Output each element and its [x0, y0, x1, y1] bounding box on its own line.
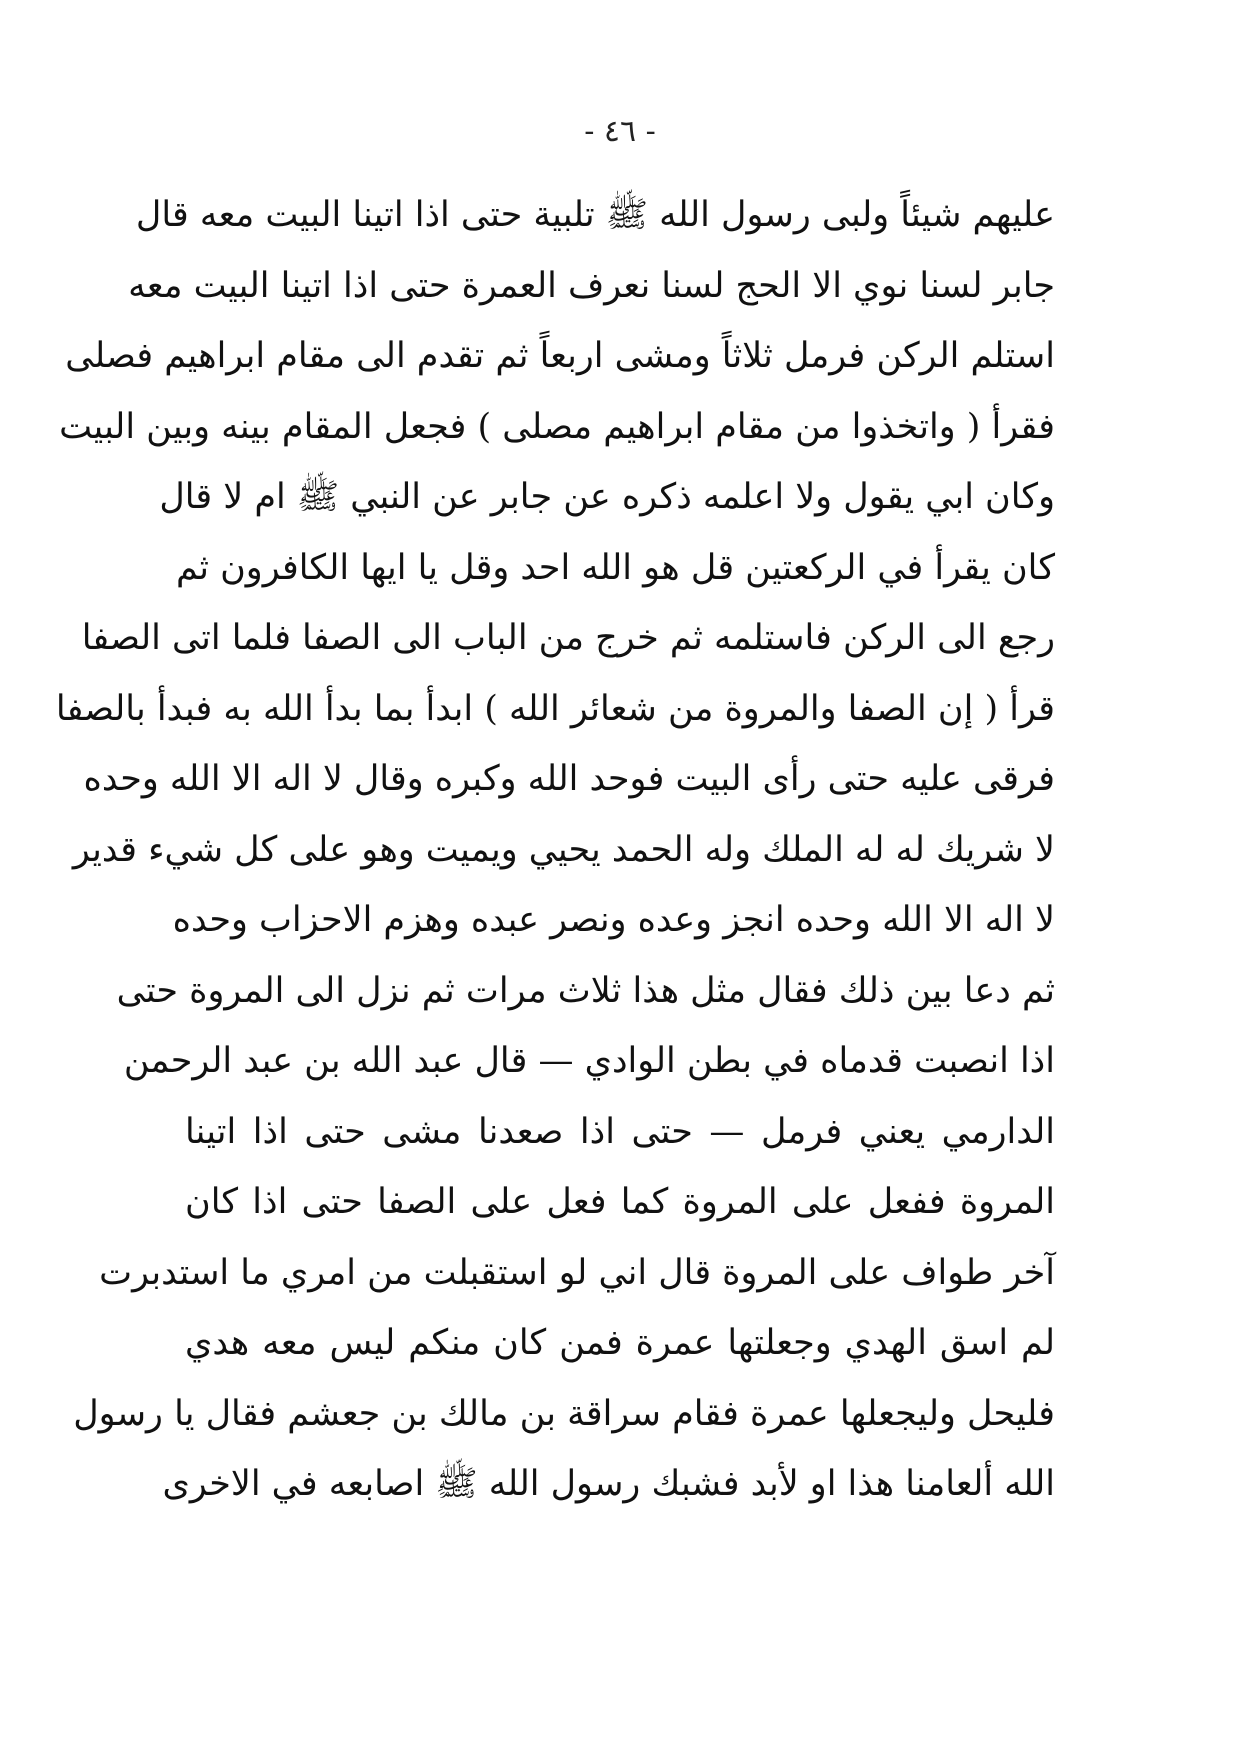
- text-body: [55, 180, 1055, 1520]
- text-line: عليهم شيئاً ولبى رسول الله ﷺ تلبية حتى اذا اتينا البيت معه قال: [135, 195, 1055, 235]
- text-line: لا شريك له له الملك وله الحمد يحيي ويميت وهو على كل شيء قدير: [72, 829, 1055, 870]
- text-line: لم اسق الهدي وجعلتها عمرة فمن كان منكم ليس معه هدي: [185, 1323, 1055, 1363]
- text-line: رجع الى الركن فاستلمه ثم خرج من الباب الى الصفا فلما اتى الصفا: [81, 618, 1055, 658]
- text-line: وكان ابي يقول ولا اعلمه ذكره عن جابر عن النبي ﷺ ام لا قال: [159, 477, 1055, 517]
- text-line: فرقى عليه حتى رأى البيت فوحد الله وكبره وقال لا اله الا الله وحده: [83, 759, 1055, 799]
- text-line: قرأ ( إن الصفا والمروة من شعائر الله ) ابدأ بما بدأ الله به فبدأ بالصفا: [55, 688, 1055, 729]
- page-number: - ٤٦ -: [584, 114, 656, 149]
- text-line: آخر طواف على المروة قال اني لو استقبلت من امري ما استدبرت: [99, 1252, 1055, 1293]
- text-line: المروة ففعل على المروة كما فعل على الصفا حتى اذا كان: [185, 1182, 1055, 1222]
- text-line: فليحل وليجعلها عمرة فقام سراقة بن مالك بن جعشم فقال يا رسول: [73, 1393, 1055, 1434]
- text-line: ثم دعا بين ذلك فقال مثل هذا ثلاث مرات ثم نزل الى المروة حتى: [116, 970, 1055, 1011]
- text-line: فقرأ ( واتخذوا من مقام ابراهيم مصلى ) فجعل المقام بينه وبين البيت: [59, 406, 1055, 447]
- text-line: اذا انصبت قدماه في بطن الوادي — قال عبد الله بن عبد الرحمن: [123, 1041, 1055, 1081]
- text-line: الله ألعامنا هذا او لأبد فشبك رسول الله ﷺ اصابعه في الاخرى: [162, 1464, 1055, 1504]
- text-line: لا اله الا الله وحده انجز وعده ونصر عبده وهزم الاحزاب وحده: [172, 900, 1055, 940]
- text-line: الدارمي يعني فرمل — حتى اذا صعدنا مشى حتى اذا اتينا: [185, 1111, 1055, 1152]
- text-line: جابر لسنا نوي الا الحج لسنا نعرف العمرة حتى اذا اتينا البيت معه: [128, 265, 1055, 306]
- text-line: استلم الركن فرمل ثلاثاً ومشى اربعاً ثم تقدم الى مقام ابراهيم فصلى: [65, 336, 1055, 376]
- text-line: كان يقرأ في الركعتين قل هو الله احد وقل يا ايها الكافرون ثم: [175, 547, 1055, 588]
